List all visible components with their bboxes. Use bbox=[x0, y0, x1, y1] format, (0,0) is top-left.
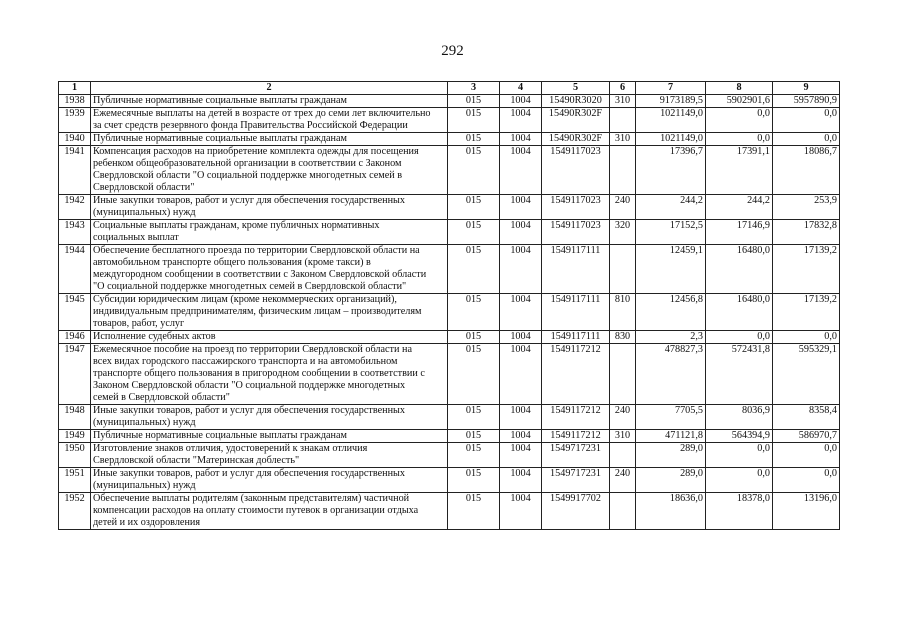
amount-col9-cell: 0,0 bbox=[773, 133, 840, 146]
table-row bbox=[59, 468, 840, 493]
table-row bbox=[59, 405, 840, 430]
amount-col7-cell: 1021149,0 bbox=[636, 133, 706, 146]
row-number-cell: 1938 bbox=[59, 95, 91, 108]
amount-col8-cell: 5902901,6 bbox=[706, 95, 773, 108]
expense-type-cell bbox=[610, 493, 636, 530]
header-row bbox=[59, 82, 840, 95]
department-code-cell: 015 bbox=[448, 405, 500, 430]
department-code-cell: 015 bbox=[448, 294, 500, 331]
description-line: Свердловской области" bbox=[93, 182, 195, 193]
expense-type-cell bbox=[610, 146, 636, 195]
amount-col7-cell: 12456,8 bbox=[636, 294, 706, 331]
table-row bbox=[59, 245, 840, 294]
target-article-cell: 1549117111 bbox=[542, 245, 610, 294]
description-cell bbox=[91, 133, 448, 146]
amount-col9-cell: 18086,7 bbox=[773, 146, 840, 195]
amount-col8-cell: 564394,9 bbox=[706, 430, 773, 443]
target-article-cell: 1549117111 bbox=[542, 294, 610, 331]
target-article-cell: 1549917702 bbox=[542, 493, 610, 530]
amount-col9-cell: 13196,0 bbox=[773, 493, 840, 530]
description-cell bbox=[91, 95, 448, 108]
section-code-cell: 1004 bbox=[500, 95, 542, 108]
header-cell: 4 bbox=[500, 82, 542, 95]
section-code-cell: 1004 bbox=[500, 344, 542, 405]
amount-col9-cell: 8358,4 bbox=[773, 405, 840, 430]
expense-type-cell: 240 bbox=[610, 405, 636, 430]
description-cell bbox=[91, 443, 448, 468]
amount-col7-cell: 244,2 bbox=[636, 195, 706, 220]
amount-col9-cell: 595329,1 bbox=[773, 344, 840, 405]
amount-col7-cell: 289,0 bbox=[636, 468, 706, 493]
department-code-cell: 015 bbox=[448, 95, 500, 108]
department-code-cell: 015 bbox=[448, 443, 500, 468]
expense-type-cell: 310 bbox=[610, 430, 636, 443]
table-row bbox=[59, 430, 840, 443]
header-cell: 7 bbox=[636, 82, 706, 95]
description-line: индивидуальным предпринимателям, физическим лицам – производителям bbox=[93, 306, 422, 317]
section-code-cell: 1004 bbox=[500, 133, 542, 146]
table-row bbox=[59, 331, 840, 344]
expense-type-cell bbox=[610, 245, 636, 294]
description-line: Свердловской области "Материнская доблесть" bbox=[93, 455, 300, 466]
amount-col8-cell: 16480,0 bbox=[706, 245, 773, 294]
description-line: Иные закупки товаров, работ и услуг для обеспечения государственных bbox=[93, 468, 405, 479]
amount-col7-cell: 18636,0 bbox=[636, 493, 706, 530]
expense-type-cell bbox=[610, 108, 636, 133]
header-cell: 6 bbox=[610, 82, 636, 95]
description-line: Публичные нормативные социальные выплаты гражданам bbox=[93, 133, 347, 144]
amount-col9-cell: 0,0 bbox=[773, 443, 840, 468]
amount-col8-cell: 16480,0 bbox=[706, 294, 773, 331]
expense-type-cell bbox=[610, 443, 636, 468]
row-number-cell: 1939 bbox=[59, 108, 91, 133]
table-row bbox=[59, 493, 840, 530]
description-line: Обеспечение выплаты родителям (законным представителям) частичной bbox=[93, 493, 410, 504]
description-line: "О социальной поддержке многодетных семей в Свердловской области" bbox=[93, 281, 407, 292]
department-code-cell: 015 bbox=[448, 430, 500, 443]
target-article-cell: 1549117212 bbox=[542, 344, 610, 405]
table-row bbox=[59, 294, 840, 331]
description-cell bbox=[91, 146, 448, 195]
description-cell bbox=[91, 220, 448, 245]
expense-type-cell bbox=[610, 344, 636, 405]
amount-col8-cell: 0,0 bbox=[706, 331, 773, 344]
header-cell: 2 bbox=[91, 82, 448, 95]
header-cell: 5 bbox=[542, 82, 610, 95]
amount-col7-cell: 7705,5 bbox=[636, 405, 706, 430]
description-line: междугородном сообщении в соответствии с Законом Свердловской области bbox=[93, 269, 427, 280]
section-code-cell: 1004 bbox=[500, 245, 542, 294]
target-article-cell: 1549117212 bbox=[542, 430, 610, 443]
row-number-cell: 1946 bbox=[59, 331, 91, 344]
row-number-cell: 1948 bbox=[59, 405, 91, 430]
department-code-cell: 015 bbox=[448, 133, 500, 146]
table-row bbox=[59, 443, 840, 468]
section-code-cell: 1004 bbox=[500, 468, 542, 493]
target-article-cell: 1549117023 bbox=[542, 146, 610, 195]
description-line: Обеспечение бесплатного проезда по территории Свердловской области на bbox=[93, 245, 420, 256]
expense-type-cell: 830 bbox=[610, 331, 636, 344]
target-article-cell: 15490R3020 bbox=[542, 95, 610, 108]
expense-type-cell: 240 bbox=[610, 468, 636, 493]
table-row bbox=[59, 344, 840, 405]
amount-col9-cell: 0,0 bbox=[773, 331, 840, 344]
description-line: (муниципальных) нужд bbox=[93, 480, 196, 491]
description-cell bbox=[91, 294, 448, 331]
department-code-cell: 015 bbox=[448, 468, 500, 493]
section-code-cell: 1004 bbox=[500, 430, 542, 443]
description-cell bbox=[91, 331, 448, 344]
table-row bbox=[59, 108, 840, 133]
section-code-cell: 1004 bbox=[500, 108, 542, 133]
budget-table bbox=[58, 81, 840, 530]
row-number-cell: 1941 bbox=[59, 146, 91, 195]
header-cell: 3 bbox=[448, 82, 500, 95]
department-code-cell: 015 bbox=[448, 195, 500, 220]
department-code-cell: 015 bbox=[448, 146, 500, 195]
department-code-cell: 015 bbox=[448, 493, 500, 530]
description-line: автомобильном транспорте общего пользования (кроме такси) в bbox=[93, 257, 371, 268]
department-code-cell: 015 bbox=[448, 108, 500, 133]
description-line: Иные закупки товаров, работ и услуг для обеспечения государственных bbox=[93, 195, 405, 206]
row-number-cell: 1945 bbox=[59, 294, 91, 331]
amount-col8-cell: 0,0 bbox=[706, 133, 773, 146]
section-code-cell: 1004 bbox=[500, 405, 542, 430]
amount-col8-cell: 572431,8 bbox=[706, 344, 773, 405]
section-code-cell: 1004 bbox=[500, 443, 542, 468]
description-cell bbox=[91, 405, 448, 430]
amount-col9-cell: 17139,2 bbox=[773, 294, 840, 331]
table-row bbox=[59, 195, 840, 220]
header-cell: 1 bbox=[59, 82, 91, 95]
description-cell bbox=[91, 195, 448, 220]
row-number-cell: 1940 bbox=[59, 133, 91, 146]
description-line: транспорте общего пользования в пригородном сообщении в соответствии с bbox=[93, 368, 425, 379]
amount-col9-cell: 0,0 bbox=[773, 108, 840, 133]
target-article-cell: 1549117111 bbox=[542, 331, 610, 344]
section-code-cell: 1004 bbox=[500, 331, 542, 344]
target-article-cell: 15490R302F bbox=[542, 108, 610, 133]
description-line: социальных выплат bbox=[93, 232, 179, 243]
amount-col9-cell: 253,9 bbox=[773, 195, 840, 220]
section-code-cell: 1004 bbox=[500, 294, 542, 331]
expense-type-cell: 320 bbox=[610, 220, 636, 245]
target-article-cell: 1549717231 bbox=[542, 468, 610, 493]
table-row bbox=[59, 146, 840, 195]
amount-col9-cell: 5957890,9 bbox=[773, 95, 840, 108]
description-cell bbox=[91, 468, 448, 493]
amount-col9-cell: 586970,7 bbox=[773, 430, 840, 443]
target-article-cell: 1549717231 bbox=[542, 443, 610, 468]
row-number-cell: 1951 bbox=[59, 468, 91, 493]
table-body bbox=[59, 95, 840, 530]
target-article-cell: 1549117023 bbox=[542, 220, 610, 245]
description-line: Публичные нормативные социальные выплаты гражданам bbox=[93, 430, 347, 441]
description-line: Законом Свердловской области "О социальной поддержке многодетных bbox=[93, 380, 406, 391]
expense-type-cell: 810 bbox=[610, 294, 636, 331]
row-number-cell: 1947 bbox=[59, 344, 91, 405]
description-line: Ежемесячные выплаты на детей в возрасте от трех до семи лет включительно bbox=[93, 108, 431, 119]
description-line: за счет средств резервного фонда Правительства Российской Федерации bbox=[93, 120, 408, 131]
description-line: Изготовление знаков отличия, удостоверений к знакам отличия bbox=[93, 443, 368, 454]
description-line: товаров, работ, услуг bbox=[93, 318, 185, 329]
description-line: семей в Свердловской области" bbox=[93, 392, 230, 403]
target-article-cell: 1549117212 bbox=[542, 405, 610, 430]
amount-col7-cell: 289,0 bbox=[636, 443, 706, 468]
section-code-cell: 1004 bbox=[500, 493, 542, 530]
description-line: ребенком общеобразовательной организации в соответствии с Законом bbox=[93, 158, 402, 169]
section-code-cell: 1004 bbox=[500, 220, 542, 245]
row-number-cell: 1952 bbox=[59, 493, 91, 530]
amount-col7-cell: 478827,3 bbox=[636, 344, 706, 405]
row-number-cell: 1950 bbox=[59, 443, 91, 468]
description-cell bbox=[91, 245, 448, 294]
description-cell bbox=[91, 430, 448, 443]
description-cell bbox=[91, 108, 448, 133]
department-code-cell: 015 bbox=[448, 220, 500, 245]
table-row bbox=[59, 95, 840, 108]
amount-col7-cell: 12459,1 bbox=[636, 245, 706, 294]
department-code-cell: 015 bbox=[448, 344, 500, 405]
expense-type-cell: 310 bbox=[610, 95, 636, 108]
description-line: (муниципальных) нужд bbox=[93, 417, 196, 428]
amount-col8-cell: 17146,9 bbox=[706, 220, 773, 245]
row-number-cell: 1949 bbox=[59, 430, 91, 443]
section-code-cell: 1004 bbox=[500, 195, 542, 220]
page-number: 292 bbox=[441, 43, 464, 59]
row-number-cell: 1943 bbox=[59, 220, 91, 245]
amount-col7-cell: 9173189,5 bbox=[636, 95, 706, 108]
amount-col8-cell: 244,2 bbox=[706, 195, 773, 220]
header-cell: 8 bbox=[706, 82, 773, 95]
description-cell bbox=[91, 493, 448, 530]
target-article-cell: 15490R302F bbox=[542, 133, 610, 146]
row-number-cell: 1942 bbox=[59, 195, 91, 220]
amount-col9-cell: 0,0 bbox=[773, 468, 840, 493]
description-line: всех видах городского пассажирского транспорта и на автомобильном bbox=[93, 356, 398, 367]
description-line: Ежемесячное пособие на проезд по территории Свердловской области на bbox=[93, 344, 412, 355]
amount-col7-cell: 1021149,0 bbox=[636, 108, 706, 133]
amount-col8-cell: 0,0 bbox=[706, 443, 773, 468]
table-row bbox=[59, 133, 840, 146]
expense-type-cell: 310 bbox=[610, 133, 636, 146]
amount-col8-cell: 0,0 bbox=[706, 108, 773, 133]
amount-col8-cell: 18378,0 bbox=[706, 493, 773, 530]
description-line: детей и их оздоровления bbox=[93, 517, 201, 528]
amount-col7-cell: 2,3 bbox=[636, 331, 706, 344]
description-line: (муниципальных) нужд bbox=[93, 207, 196, 218]
description-line: Исполнение судебных актов bbox=[93, 331, 216, 342]
amount-col8-cell: 17391,1 bbox=[706, 146, 773, 195]
amount-col8-cell: 8036,9 bbox=[706, 405, 773, 430]
description-line: компенсации расходов на оплату стоимости путевок в организации отдыха bbox=[93, 505, 419, 516]
section-code-cell: 1004 bbox=[500, 146, 542, 195]
description-line: Субсидии юридическим лицам (кроме некоммерческих организаций), bbox=[93, 294, 397, 305]
header-cell: 9 bbox=[773, 82, 840, 95]
description-line: Свердловской области "О социальной поддержке многодетных семей в bbox=[93, 170, 403, 181]
amount-col7-cell: 471121,8 bbox=[636, 430, 706, 443]
amount-col7-cell: 17152,5 bbox=[636, 220, 706, 245]
department-code-cell: 015 bbox=[448, 331, 500, 344]
amount-col7-cell: 17396,7 bbox=[636, 146, 706, 195]
amount-col9-cell: 17139,2 bbox=[773, 245, 840, 294]
target-article-cell: 1549117023 bbox=[542, 195, 610, 220]
description-line: Компенсация расходов на приобретение комплекта одежды для посещения bbox=[93, 146, 419, 157]
description-cell bbox=[91, 344, 448, 405]
amount-col8-cell: 0,0 bbox=[706, 468, 773, 493]
description-line: Иные закупки товаров, работ и услуг для обеспечения государственных bbox=[93, 405, 405, 416]
department-code-cell: 015 bbox=[448, 245, 500, 294]
expense-type-cell: 240 bbox=[610, 195, 636, 220]
description-line: Публичные нормативные социальные выплаты гражданам bbox=[93, 95, 347, 106]
description-line: Социальные выплаты гражданам, кроме публичных нормативных bbox=[93, 220, 380, 231]
amount-col9-cell: 17832,8 bbox=[773, 220, 840, 245]
row-number-cell: 1944 bbox=[59, 245, 91, 294]
table-row bbox=[59, 220, 840, 245]
